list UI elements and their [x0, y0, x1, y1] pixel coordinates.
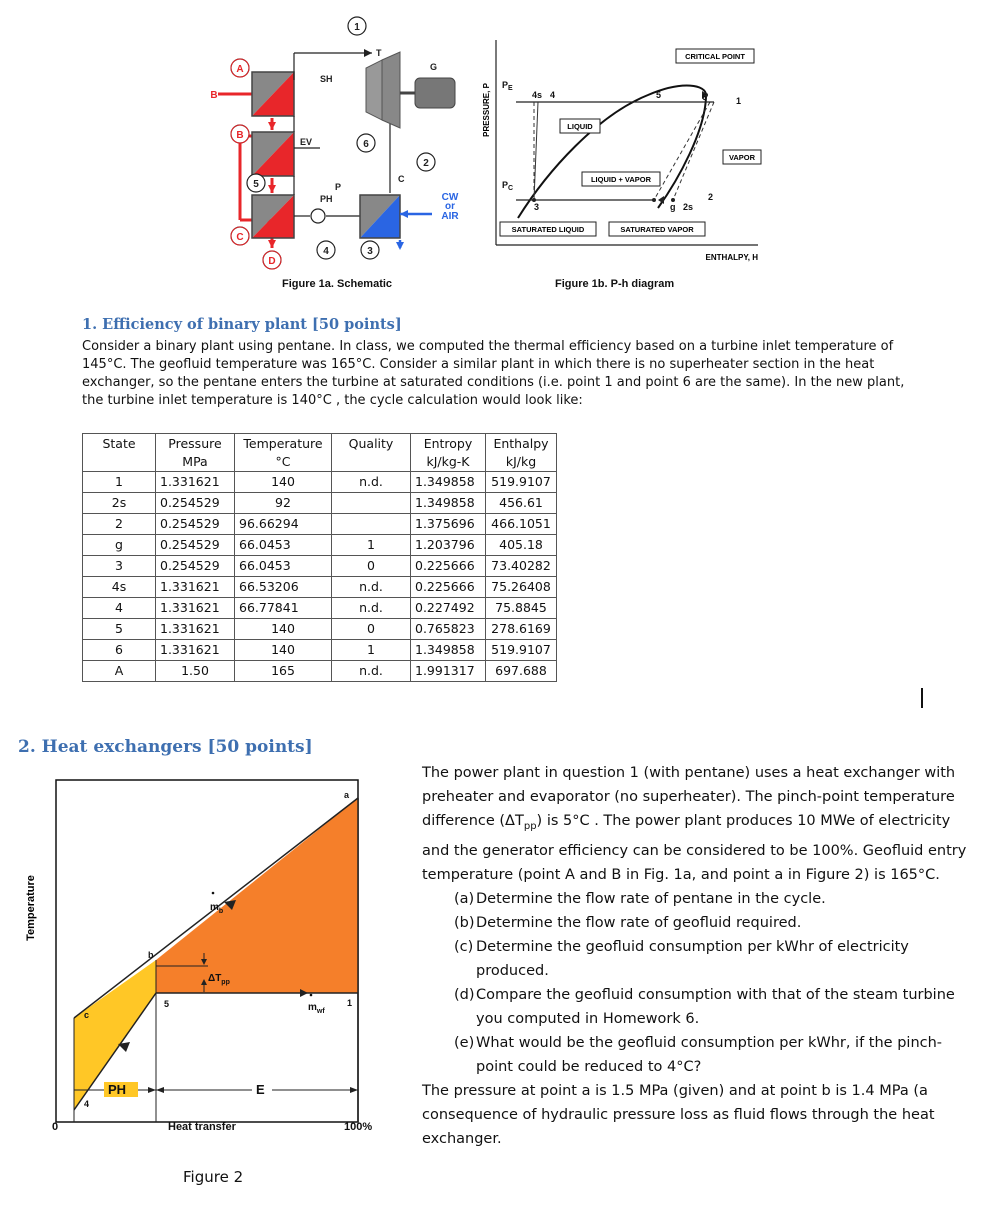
table-cell: 2 [83, 514, 156, 535]
point-4: 4 [84, 1099, 90, 1109]
table-cell: 3 [83, 556, 156, 577]
label-2: 2 [423, 158, 429, 169]
table-cell: 0.254529 [156, 514, 235, 535]
point-1: 1 [347, 998, 353, 1008]
figure-1a-caption: Figure 1a. Schematic [282, 278, 393, 290]
question-2-intro [422, 761, 978, 887]
pc-subscript: C [508, 185, 514, 192]
intro-text: The power plant in question 1 (with pentane) uses a heat exchanger with preheater and evaporator (no superheater). The pinch-point temperature difference (ΔT [422, 765, 956, 829]
figure-2-xlabel: Heat transfer [168, 1121, 236, 1133]
geofluid-flow-subscript: b [218, 908, 224, 915]
label-or: or [445, 201, 455, 212]
table-cell: 1.203796 [411, 535, 486, 556]
point-g: g [670, 202, 676, 212]
label-EV: EV [300, 137, 313, 147]
table-row [83, 514, 557, 535]
point-5: 5 [164, 999, 170, 1009]
list-item-text: Determine the flow rate of geofluid required. [476, 914, 802, 931]
question-1-paragraph: Consider a binary plant using pentane. In class, we computed the thermal efficiency based on a turbine inlet temperature of 145°C. The geofluid temperature was 165°C. Consider a similar plant in which there is no superheater section in the heat exchanger, so the pentane enters the turbine at saturated conditions (i.e. point 1 and point 6 are the same). In the new plant, the turbine inlet temperature is 140°C , the cycle calculation would look like: [82, 339, 905, 408]
header-temperature: Temperature [235, 434, 332, 454]
point-b: b [148, 950, 154, 960]
vapor-label: VAPOR [728, 153, 756, 162]
superheater [252, 72, 294, 116]
svg-text:PE [502, 80, 513, 92]
point-1: 1 [736, 96, 742, 106]
figure-1b-caption: Figure 1b. P-h diagram [555, 278, 675, 290]
table-cell: 140 [235, 472, 332, 493]
table-units-row [83, 453, 557, 472]
ph-diagram-svg [478, 40, 768, 270]
table-cell: 519.9107 [486, 472, 557, 493]
evaporator [252, 132, 294, 176]
table-cell: 697.688 [486, 661, 557, 682]
table-cell: 4s [83, 577, 156, 598]
label-B: B [210, 90, 218, 101]
question-2-title: 2. Heat exchangers [50 points] [18, 737, 313, 757]
label-air: AIR [441, 211, 459, 222]
label-B-circle: B [236, 130, 244, 141]
state-table [82, 433, 557, 682]
e-region-label: E [256, 1082, 265, 1097]
table-cell: 519.9107 [486, 640, 557, 661]
label-SH: SH [320, 74, 333, 84]
generator [415, 78, 455, 108]
unit-state [83, 453, 156, 472]
x-axis-zero: 0 [52, 1121, 59, 1133]
point-2: 2 [708, 192, 714, 202]
table-row [83, 661, 557, 682]
pump [311, 209, 325, 223]
table-cell: 1.331621 [156, 598, 235, 619]
header-state: State [83, 434, 156, 454]
table-cell: 4 [83, 598, 156, 619]
table-cell: 0.225666 [411, 556, 486, 577]
list-item-tag: (a) [454, 890, 475, 907]
state-table-body [83, 434, 557, 682]
label-PH: PH [320, 194, 333, 204]
pe-label: P [502, 80, 509, 90]
pc-label: P [502, 180, 509, 190]
table-cell: 1.50 [156, 661, 235, 682]
table-cell: 1.349858 [411, 472, 486, 493]
text-cursor [921, 688, 923, 708]
table-row [83, 619, 557, 640]
figure-1b-ph-diagram [478, 40, 768, 270]
header-quality: Quality [332, 434, 411, 454]
header-pressure: Pressure [156, 434, 235, 454]
list-item [454, 911, 978, 935]
sat-vapor-label: SATURATED VAPOR [620, 225, 694, 234]
table-cell [332, 493, 411, 514]
table-row [83, 577, 557, 598]
table-cell: 0.225666 [411, 577, 486, 598]
list-item-text: Compare the geofluid consumption with that of the steam turbine you computed in Homework 6. [476, 986, 955, 1027]
list-item-tag: (e) [454, 1034, 475, 1051]
intro-subscript: pp [523, 820, 537, 832]
table-cell: 1.331621 [156, 619, 235, 640]
question-2-items [454, 887, 978, 1079]
ph-region-label: PH [108, 1082, 127, 1097]
table-cell: 0.765823 [411, 619, 486, 640]
table-cell: 1.349858 [411, 640, 486, 661]
table-cell: 6 [83, 640, 156, 661]
liquid-label: LIQUID [567, 122, 593, 131]
unit-enthalpy: kJ/kg [486, 453, 557, 472]
pinch-point-subscript: pp [221, 979, 230, 986]
table-cell: n.d. [332, 577, 411, 598]
list-item-tag: (c) [454, 938, 474, 955]
figure-2-ylabel: Temperature [25, 875, 37, 941]
table-cell: 1.331621 [156, 577, 235, 598]
figure-1a-schematic [200, 8, 480, 273]
point-6: 6 [702, 92, 708, 102]
table-cell: 165 [235, 661, 332, 682]
table-cell: 1.349858 [411, 493, 486, 514]
evaporator-region [156, 798, 358, 993]
point-3: 3 [534, 202, 540, 212]
table-cell: 0.254529 [156, 493, 235, 514]
table-cell: 66.53206 [235, 577, 332, 598]
figure-2-caption: Figure 2 [183, 1168, 244, 1186]
table-cell: 140 [235, 640, 332, 661]
table-cell: 5 [83, 619, 156, 640]
preheater [252, 195, 294, 238]
table-row [83, 640, 557, 661]
geofluid-flow-label: m [210, 902, 219, 913]
table-cell: 66.77841 [235, 598, 332, 619]
table-cell: 1.331621 [156, 640, 235, 661]
label-D: D [268, 256, 276, 267]
ph-ylabel: PRESSURE, P [482, 83, 491, 137]
table-cell: 1 [83, 472, 156, 493]
state-table-wrapper [82, 433, 557, 682]
table-row [83, 472, 557, 493]
x-axis-100: 100% [344, 1121, 373, 1133]
table-cell: n.d. [332, 661, 411, 682]
table-cell: 405.18 [486, 535, 557, 556]
table-cell: 66.0453 [235, 535, 332, 556]
turbine-body [366, 60, 382, 120]
ph-xlabel: ENTHALPY, H [705, 253, 758, 262]
point-5: 5 [656, 90, 662, 100]
liquid-vapor-label: LIQUID + VAPOR [590, 175, 652, 184]
schematic-svg [200, 8, 480, 273]
table-row [83, 556, 557, 577]
list-item-text: Determine the flow rate of pentane in the cycle. [476, 890, 826, 907]
table-cell: 0.227492 [411, 598, 486, 619]
table-row [83, 535, 557, 556]
table-cell: 1 [332, 640, 411, 661]
list-item [454, 935, 978, 983]
table-cell: g [83, 535, 156, 556]
saturation-dome [518, 86, 706, 218]
question-2-body [422, 761, 978, 1151]
pinch-point-label: ΔT [208, 973, 222, 984]
table-cell [332, 514, 411, 535]
svg-text:mwf [308, 1002, 325, 1015]
point-a: a [344, 790, 350, 800]
working-fluid-flow-label: m [308, 1002, 317, 1013]
label-C-circle: C [236, 232, 244, 243]
label-C: C [398, 174, 405, 184]
table-cell: 96.66294 [235, 514, 332, 535]
point-4: 4 [550, 90, 556, 100]
header-enthalpy: Enthalpy [486, 434, 557, 454]
figure-2 [18, 760, 410, 1160]
header-entropy: Entropy [411, 434, 486, 454]
table-cell: 466.1051 [486, 514, 557, 535]
table-cell: A [83, 661, 156, 682]
unit-entropy: kJ/kg-K [411, 453, 486, 472]
table-row [83, 493, 557, 514]
critical-point-label: CRITICAL POINT [685, 52, 745, 61]
label-A: A [236, 64, 244, 75]
table-header-row [83, 434, 557, 454]
table-cell: 73.40282 [486, 556, 557, 577]
table-cell: 1.991317 [411, 661, 486, 682]
table-cell: n.d. [332, 598, 411, 619]
question-1-title: 1. Efficiency of binary plant [50 points] [82, 316, 402, 333]
table-cell: 2s [83, 493, 156, 514]
figure-2-svg [18, 760, 410, 1160]
table-cell: n.d. [332, 472, 411, 493]
label-6: 6 [363, 139, 369, 150]
unit-quality [332, 453, 411, 472]
table-cell: 66.0453 [235, 556, 332, 577]
label-G: G [430, 62, 438, 72]
turbine-side [382, 52, 400, 128]
unit-temperature: °C [235, 453, 332, 472]
intro-text-rest: ) is 5°C . The power plant produces 10 MWe of electricity and the generator efficiency can be considered to be 100%. Geofluid entry temperature (point A and B in Fig. 1a, and point a in Figure 2) is 165°C. [422, 813, 967, 883]
table-cell: 92 [235, 493, 332, 514]
table-row [83, 598, 557, 619]
list-item [454, 887, 978, 911]
table-cell: 75.8845 [486, 598, 557, 619]
table-cell: 140 [235, 619, 332, 640]
pe-subscript: E [508, 85, 513, 92]
sat-liquid-label: SATURATED LIQUID [511, 225, 585, 234]
list-item-tag: (b) [454, 914, 475, 931]
label-1: 1 [354, 22, 360, 33]
label-3: 3 [367, 246, 373, 257]
label-T: T [376, 48, 382, 58]
list-item-text: Determine the geofluid consumption per kWhr of electricity produced. [476, 938, 909, 979]
unit-pressure: MPa [156, 453, 235, 472]
point-c: c [84, 1010, 90, 1020]
point-4s: 4s [532, 90, 543, 100]
table-cell: 0.254529 [156, 556, 235, 577]
list-item-text: What would be the geofluid consumption per kWhr, if the pinch-point could be reduced to 4°C? [476, 1034, 943, 1075]
label-5: 5 [253, 179, 259, 190]
svg-text:PC [502, 180, 513, 192]
label-P: P [335, 182, 342, 192]
list-item-tag: (d) [454, 986, 475, 1003]
table-cell: 0 [332, 619, 411, 640]
point-2s: 2s [683, 202, 694, 212]
question-2-closing: The pressure at point a is 1.5 MPa (given) and at point b is 1.4 MPa (a consequence of hydraulic pressure loss as fluid flows through the heat exchanger. [422, 1082, 935, 1147]
table-cell: 1.375696 [411, 514, 486, 535]
condenser [360, 195, 400, 238]
table-cell: 278.6169 [486, 619, 557, 640]
table-cell: 0.254529 [156, 535, 235, 556]
table-cell: 75.26408 [486, 577, 557, 598]
list-item [454, 983, 978, 1031]
working-fluid-flow-subscript: wf [316, 1008, 325, 1015]
table-cell: 1 [332, 535, 411, 556]
label-4: 4 [323, 246, 329, 257]
list-item [454, 1031, 978, 1079]
label-cw: CW [441, 192, 459, 203]
table-cell: 0 [332, 556, 411, 577]
table-cell: 1.331621 [156, 472, 235, 493]
table-cell: 456.61 [486, 493, 557, 514]
